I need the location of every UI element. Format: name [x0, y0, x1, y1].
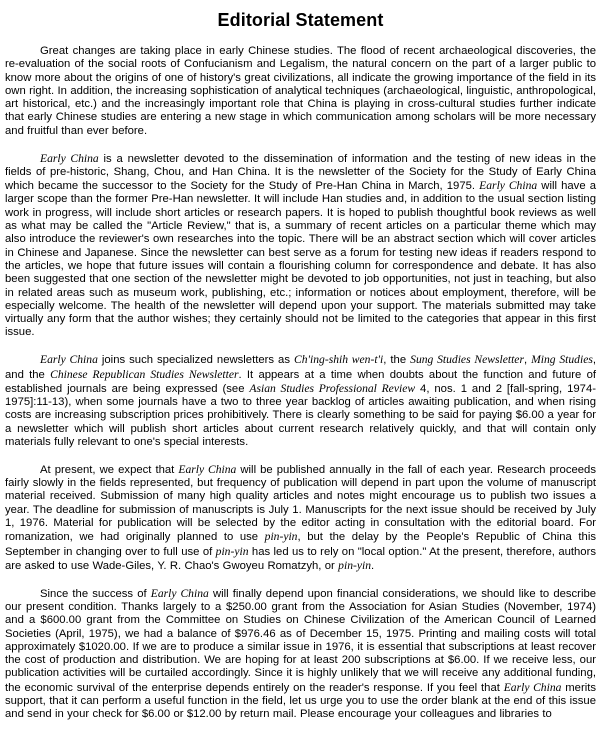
paragraph-2 [5, 152, 596, 340]
italic-title-text: pin-yin [338, 558, 372, 572]
italic-title-text: Early China [479, 179, 538, 193]
body-text: , but the delay by the People's Republic of China this September in changing over to full use of [5, 531, 596, 558]
italic-title-text: Early China [178, 462, 237, 476]
body-text: . [371, 559, 375, 572]
italic-title-text: Early China [40, 353, 98, 367]
paragraph-4 [5, 463, 596, 573]
body-text: joins such specialized newsletters as [97, 354, 295, 367]
body-text: will have a larger scope than the former Pre-Han newsletter. It will include Han studies and, in addition to the usual section listing work in progress, will include short articles or research papers. It is hoped to publish thoughtful book reviews as well as what may be called the "Article Review," that is, a summary of recent articles on a particular theme which may also introduce the reviewer's own researches into the topic. There will be an abstract section which will cover articles in Chinese and Japanese. Since the newsletter can best serve as a forum for testing new ideas if readers respond to the articles, we hope that future issues will contain a flourishing column for correspondence and debate. It has also been suggested that one section of the newsletter might be devoted to job opportunities, not just in teaching, but also in related areas such as museum work, publishing, etc.; information or notices about employment, therefore, will be especially welcome. The health of the newsletter will depend upon your support. The materials submitted may take virtually any form that the author wishes; they certainly should not be limited to the categories that appear in this first issue. [5, 180, 597, 339]
body-text: will finally depend upon financial considerations, we should like to describe our present condition. Thanks largely to a $250.00 grant from the Association for Asian Studies (November, 1974) and a $600.00 grant from the Committee on Studies on Chinese Civilization of the American Council of Learned Societies (April, 1975), we had a balance of $976.46 as of December 15, 1975. Printing and mailing costs will total approximately $1020.00. If we are to produce a similar issue in 1976, it is essential that subscriptions at least recover the cost of production and distribution. We are hoping for at least 200 subscriptions at $6.00. If we receive less, our publication activities will be curtailed accordingly. Since it is highly unlikely that we will receive any additional funding, the economic survival of the enterprise depends entirely on the reader's response. If you feel that [5, 587, 597, 694]
italic-title-text: Ch'ing-shih wen-t'i [294, 353, 384, 367]
paragraph-3 [5, 353, 596, 449]
italic-title-text: pin-yin [264, 530, 298, 544]
paragraph-5 [5, 587, 596, 722]
paragraph-1 [5, 45, 596, 138]
italic-title-text: pin-yin [215, 544, 249, 558]
italic-title-text: Early China [503, 680, 562, 694]
italic-title-text: Sung Studies Newsletter [410, 353, 524, 367]
body-text: , the [383, 354, 411, 367]
body-text: At present, we expect that [40, 463, 179, 476]
body-text: has led us to rely on "local option." At the present, therefore, authors are asked to use Wade-Giles, Y. R. Chao's Gwoyeu Romatzyh, or [5, 545, 597, 572]
body-text: is a newsletter devoted to the dissemination of information and the testing of new ideas in the fields of pre-historic, Shang, Chou, and Han China. It is the newsletter of the Society for the Study of Early China which became the successor to the Society for the Study of Pre-Han China in March, 1975. [5, 152, 597, 193]
italic-title-text: Asian Studies Professional Review [249, 381, 416, 395]
body-text: , and the [5, 354, 597, 381]
body-text: merits support, that it can perform a useful function in the field, let us urge you to use the order blank at the end of this issue and send in your check for $6.00 or $12.00 by return mail. Please encourage your colleagues and libraries to [5, 681, 597, 721]
body-text: Great changes are taking place in early Chinese studies. The flood of recent archaeological discoveries, the re-evaluation of the social roots of Confucianism and Legalism, the natural concern on the part of a larger public to know more about the origins of one of history's great civilizations, all indicate the growing importance of the field in its own right. In addition, the increasing sophistication of analytical techniques (archaeological, linguistic, anthropological, art historical, etc.) and the increasingly important role that China is playing in cross-cultural studies further indicate that early Chinese studies are entering a new stage in which communication among scholars will be more necessary and fruitful than ever before. [5, 45, 596, 137]
body-text: Since the success of [40, 587, 151, 600]
italic-title-text: Ming Studies [531, 353, 593, 367]
page-title: Editorial Statement [217, 10, 384, 30]
italic-title-text: Chinese Republican Studies Newsletter [50, 367, 239, 381]
italic-title-text: Early China [40, 151, 99, 165]
body-text: 4, nos. 1 and 2 [fall-spring, 1974-1975]:11-13), when some journals have a two to three year backlog of articles awaiting publication, and when rising costs are increasing subscription prices prohibitively. There is clearly something to be said for paying $6.00 a year for a newsletter which will publish short articles about current research relatively quickly, and that will contain only materials fully relevant to one's special interests. [5, 382, 597, 449]
paragraph-container [5, 45, 596, 722]
body-text: , [523, 354, 532, 367]
body-text: . It appears at a time when doubts about the function and future of established journals are being expressed (see [5, 368, 597, 395]
italic-title-text: Early China [150, 586, 209, 600]
body-text: will be published annually in the fall of each year. Research proceeds fairly slowly in the fields represented, but frequency of publication will depend in part upon the volume of manuscript material received. Submission of many high quality articles and notes might encourage us to publish two issues a year. The deadline for submission of manuscripts is July 1. Manuscripts for the next issue should be received by July 1, 1976. Material for publication will be selected by the editor acting in consultation with the editorial board. For romanization, we had originally planned to use [5, 463, 596, 544]
